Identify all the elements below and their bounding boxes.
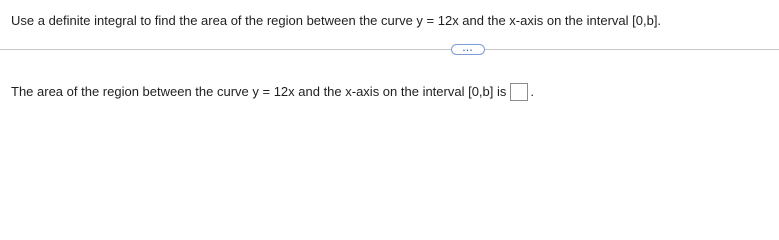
section-divider — [0, 49, 779, 50]
answer-input[interactable] — [510, 83, 528, 101]
answer-period: . — [530, 84, 535, 99]
answer-line — [11, 83, 534, 101]
expand-more-button[interactable] — [451, 44, 485, 55]
ellipsis-icon: ... — [462, 42, 474, 53]
question-prompt: Use a definite integral to find the area of the region between the curve y = 12x and the x-axis on the interval [0,b]. — [11, 13, 662, 28]
answer-prompt: The area of the region between the curve y = 12x and the x-axis on the interval [0,b] is — [11, 84, 507, 99]
